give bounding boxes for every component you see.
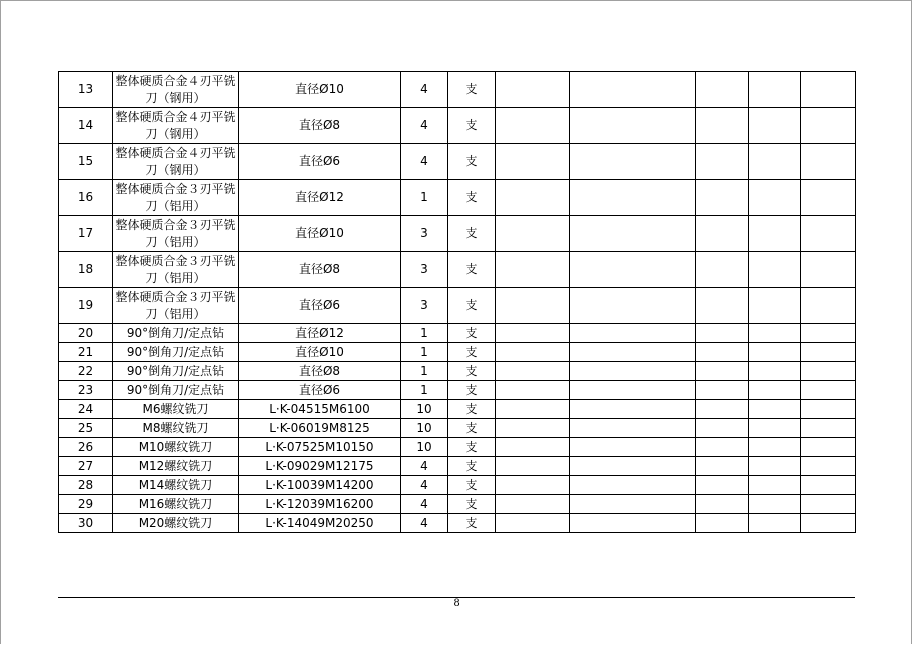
cell-empty: [696, 514, 749, 533]
cell-quantity: 10: [401, 419, 448, 438]
cell-quantity: 4: [401, 476, 448, 495]
table-row: [59, 72, 856, 108]
cell-empty: [749, 324, 801, 343]
cell-specification: L·K-07525M10150: [239, 438, 401, 457]
cell-specification: 直径Ø8: [239, 252, 401, 288]
cell-empty: [696, 252, 749, 288]
table-row: [59, 400, 856, 419]
cell-specification: 直径Ø10: [239, 72, 401, 108]
cell-unit: 支: [448, 108, 496, 144]
cell-empty: [696, 288, 749, 324]
cell-empty: [570, 495, 696, 514]
cell-empty: [496, 180, 570, 216]
cell-tool-name: 整体硬质合金３刃平铣刀（铝用）: [113, 288, 239, 324]
cell-empty: [801, 144, 856, 180]
cell-quantity: 1: [401, 362, 448, 381]
cell-empty: [496, 288, 570, 324]
cell-unit: 支: [448, 324, 496, 343]
cell-empty: [749, 381, 801, 400]
cell-empty: [570, 381, 696, 400]
cell-tool-name: 90°倒角刀/定点钻: [113, 324, 239, 343]
cell-empty: [696, 457, 749, 476]
cell-empty: [496, 400, 570, 419]
cell-empty: [749, 108, 801, 144]
cell-quantity: 4: [401, 144, 448, 180]
cell-empty: [749, 252, 801, 288]
table-row: [59, 216, 856, 252]
cell-empty: [570, 108, 696, 144]
cell-number: 24: [59, 400, 113, 419]
cell-tool-name: M16螺纹铣刀: [113, 495, 239, 514]
cell-tool-name: 整体硬质合金３刃平铣刀（铝用）: [113, 216, 239, 252]
cell-number: 29: [59, 495, 113, 514]
cell-unit: 支: [448, 343, 496, 362]
cell-empty: [696, 438, 749, 457]
cell-number: 13: [59, 72, 113, 108]
cell-unit: 支: [448, 476, 496, 495]
cell-quantity: 10: [401, 400, 448, 419]
cell-tool-name: 90°倒角刀/定点钻: [113, 362, 239, 381]
cell-quantity: 3: [401, 288, 448, 324]
cell-empty: [749, 400, 801, 419]
cell-quantity: 4: [401, 72, 448, 108]
cell-unit: 支: [448, 180, 496, 216]
cell-empty: [696, 476, 749, 495]
cell-empty: [801, 252, 856, 288]
cell-empty: [570, 514, 696, 533]
cell-empty: [749, 419, 801, 438]
cell-specification: 直径Ø6: [239, 381, 401, 400]
cell-unit: 支: [448, 514, 496, 533]
cell-quantity: 3: [401, 216, 448, 252]
cell-empty: [801, 457, 856, 476]
cell-tool-name: M12螺纹铣刀: [113, 457, 239, 476]
cell-tool-name: M10螺纹铣刀: [113, 438, 239, 457]
cell-unit: 支: [448, 362, 496, 381]
cell-empty: [570, 180, 696, 216]
cell-empty: [749, 343, 801, 362]
cell-unit: 支: [448, 252, 496, 288]
cell-quantity: 10: [401, 438, 448, 457]
table-row: [59, 438, 856, 457]
cell-empty: [801, 108, 856, 144]
table-row: [59, 457, 856, 476]
table-row: [59, 381, 856, 400]
cell-quantity: 1: [401, 343, 448, 362]
cell-specification: 直径Ø8: [239, 362, 401, 381]
cell-empty: [496, 419, 570, 438]
cell-empty: [570, 144, 696, 180]
cell-quantity: 1: [401, 324, 448, 343]
cell-empty: [801, 72, 856, 108]
cell-empty: [801, 180, 856, 216]
cell-number: 21: [59, 343, 113, 362]
cell-empty: [570, 419, 696, 438]
cell-empty: [570, 438, 696, 457]
cell-empty: [801, 400, 856, 419]
table-row: [59, 252, 856, 288]
cell-empty: [496, 495, 570, 514]
cell-empty: [749, 144, 801, 180]
cell-tool-name: 90°倒角刀/定点钻: [113, 343, 239, 362]
cell-tool-name: M6螺纹铣刀: [113, 400, 239, 419]
cell-specification: 直径Ø6: [239, 144, 401, 180]
cell-specification: 直径Ø12: [239, 324, 401, 343]
cell-number: 16: [59, 180, 113, 216]
cell-empty: [749, 476, 801, 495]
cell-empty: [696, 72, 749, 108]
cell-empty: [696, 495, 749, 514]
cell-tool-name: 整体硬质合金３刃平铣刀（铝用）: [113, 180, 239, 216]
table-row: [59, 419, 856, 438]
cell-quantity: 4: [401, 108, 448, 144]
cell-number: 20: [59, 324, 113, 343]
cell-number: 30: [59, 514, 113, 533]
cell-empty: [749, 495, 801, 514]
cell-quantity: 4: [401, 495, 448, 514]
cell-tool-name: M14螺纹铣刀: [113, 476, 239, 495]
cell-empty: [749, 216, 801, 252]
cell-empty: [496, 108, 570, 144]
cell-specification: L·K-10039M14200: [239, 476, 401, 495]
cell-empty: [570, 476, 696, 495]
cell-specification: L·K-04515M6100: [239, 400, 401, 419]
cell-unit: 支: [448, 381, 496, 400]
cell-empty: [570, 288, 696, 324]
cell-empty: [570, 324, 696, 343]
cell-empty: [696, 400, 749, 419]
cell-empty: [801, 419, 856, 438]
table-row: [59, 495, 856, 514]
cell-unit: 支: [448, 288, 496, 324]
cell-empty: [696, 362, 749, 381]
cell-empty: [570, 72, 696, 108]
cell-empty: [496, 343, 570, 362]
cell-unit: 支: [448, 400, 496, 419]
cell-unit: 支: [448, 457, 496, 476]
cell-number: 17: [59, 216, 113, 252]
cell-number: 26: [59, 438, 113, 457]
cell-empty: [496, 216, 570, 252]
cell-empty: [496, 144, 570, 180]
table-row: [59, 362, 856, 381]
table-row: [59, 343, 856, 362]
cell-empty: [496, 514, 570, 533]
cell-empty: [696, 216, 749, 252]
cell-unit: 支: [448, 438, 496, 457]
cell-number: 22: [59, 362, 113, 381]
cell-specification: 直径Ø10: [239, 216, 401, 252]
cell-empty: [496, 324, 570, 343]
cell-unit: 支: [448, 72, 496, 108]
cell-number: 25: [59, 419, 113, 438]
table-row: [59, 144, 856, 180]
cell-specification: L·K-09029M12175: [239, 457, 401, 476]
table-row: [59, 108, 856, 144]
cell-specification: L·K-06019M8125: [239, 419, 401, 438]
cell-empty: [801, 343, 856, 362]
cell-empty: [570, 362, 696, 381]
cell-number: 23: [59, 381, 113, 400]
cell-number: 14: [59, 108, 113, 144]
cell-specification: 直径Ø12: [239, 180, 401, 216]
cell-empty: [496, 381, 570, 400]
cell-empty: [696, 419, 749, 438]
cell-unit: 支: [448, 144, 496, 180]
cell-empty: [570, 400, 696, 419]
cell-empty: [801, 495, 856, 514]
cell-empty: [749, 362, 801, 381]
cell-empty: [496, 457, 570, 476]
cell-empty: [496, 476, 570, 495]
table-row: [59, 514, 856, 533]
cell-tool-name: M8螺纹铣刀: [113, 419, 239, 438]
cell-specification: L·K-14049M20250: [239, 514, 401, 533]
table-row: [59, 324, 856, 343]
cell-tool-name: 整体硬质合金４刃平铣刀（钢用）: [113, 72, 239, 108]
cell-empty: [696, 324, 749, 343]
cell-empty: [801, 438, 856, 457]
cell-number: 15: [59, 144, 113, 180]
cell-empty: [749, 288, 801, 324]
cell-empty: [801, 514, 856, 533]
cell-specification: 直径Ø6: [239, 288, 401, 324]
cell-unit: 支: [448, 419, 496, 438]
cell-number: 27: [59, 457, 113, 476]
cell-empty: [696, 343, 749, 362]
cell-empty: [696, 108, 749, 144]
cell-empty: [749, 72, 801, 108]
cell-empty: [570, 343, 696, 362]
cell-empty: [801, 381, 856, 400]
cell-specification: 直径Ø10: [239, 343, 401, 362]
cell-empty: [749, 514, 801, 533]
cell-tool-name: 90°倒角刀/定点钻: [113, 381, 239, 400]
cell-tool-name: 整体硬质合金４刃平铣刀（钢用）: [113, 144, 239, 180]
page-number: 8: [453, 598, 460, 609]
cell-empty: [696, 144, 749, 180]
cell-empty: [570, 457, 696, 476]
cell-empty: [496, 438, 570, 457]
cell-quantity: 4: [401, 514, 448, 533]
cell-empty: [496, 72, 570, 108]
cell-unit: 支: [448, 216, 496, 252]
cell-unit: 支: [448, 495, 496, 514]
cell-quantity: 3: [401, 252, 448, 288]
cell-empty: [696, 180, 749, 216]
cell-tool-name: 整体硬质合金３刃平铣刀（铝用）: [113, 252, 239, 288]
cell-empty: [749, 457, 801, 476]
cell-empty: [801, 362, 856, 381]
cell-empty: [696, 381, 749, 400]
cell-empty: [801, 324, 856, 343]
cell-empty: [496, 252, 570, 288]
cell-empty: [570, 252, 696, 288]
cell-quantity: 1: [401, 381, 448, 400]
cell-empty: [801, 476, 856, 495]
cell-tool-name: M20螺纹铣刀: [113, 514, 239, 533]
cell-number: 18: [59, 252, 113, 288]
cell-number: 28: [59, 476, 113, 495]
cell-specification: 直径Ø8: [239, 108, 401, 144]
tool-list-table: [58, 71, 856, 533]
cell-empty: [749, 438, 801, 457]
table-row: [59, 180, 856, 216]
cell-empty: [496, 362, 570, 381]
cell-empty: [801, 216, 856, 252]
cell-empty: [570, 216, 696, 252]
cell-number: 19: [59, 288, 113, 324]
cell-specification: L·K-12039M16200: [239, 495, 401, 514]
table-row: [59, 476, 856, 495]
cell-tool-name: 整体硬质合金４刃平铣刀（钢用）: [113, 108, 239, 144]
cell-quantity: 1: [401, 180, 448, 216]
cell-empty: [749, 180, 801, 216]
cell-quantity: 4: [401, 457, 448, 476]
table-row: [59, 288, 856, 324]
cell-empty: [801, 288, 856, 324]
